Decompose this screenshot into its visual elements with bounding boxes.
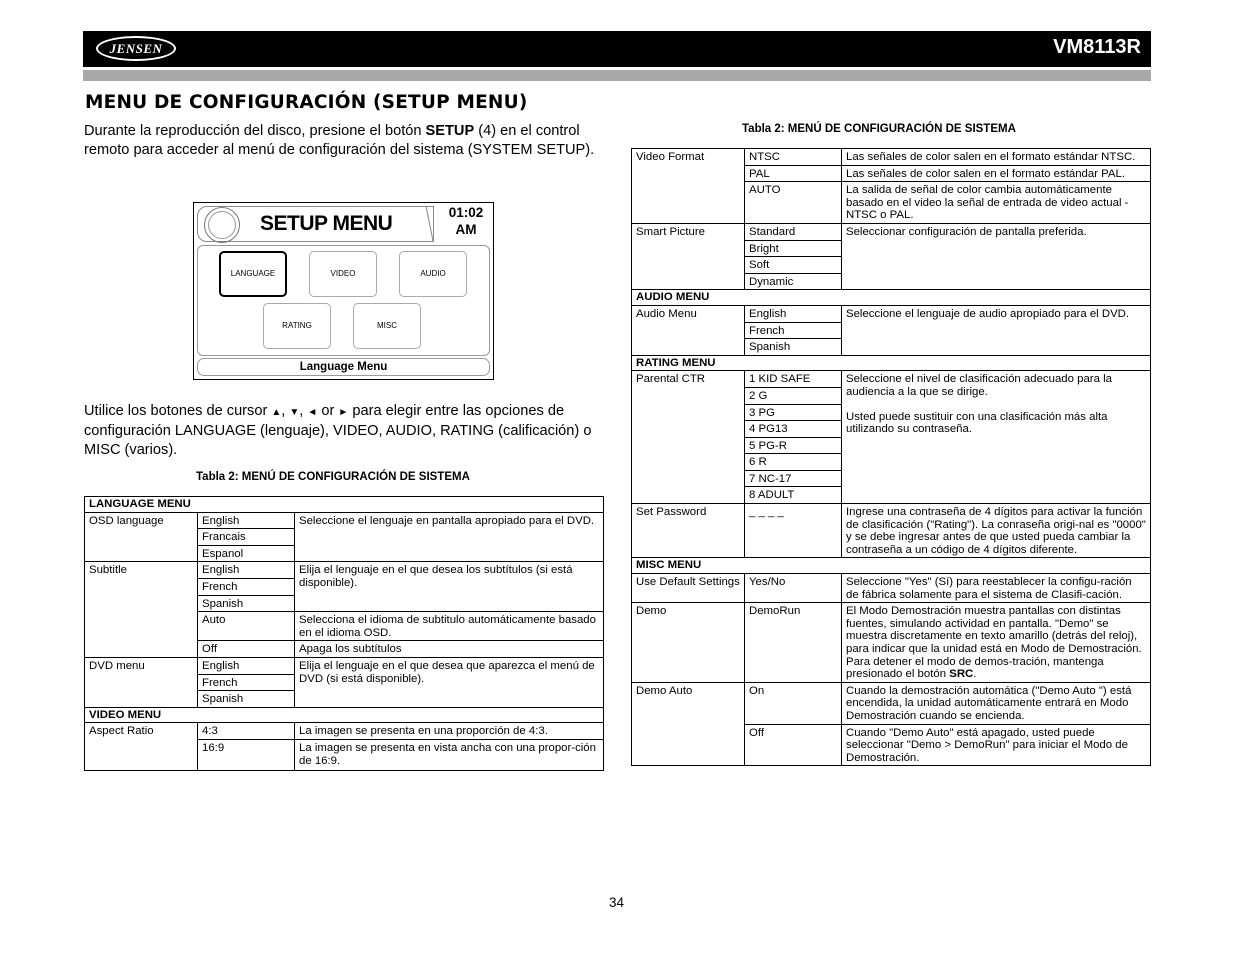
cursor-text-end: para elegir entre las opciones de configuración LANGUAGE (lenguaje), VIDEO, AUDIO, RATING (calificación) o MISC (varios).: [84, 403, 592, 458]
jensen-logo: JENSEN: [96, 36, 176, 61]
demo-auto-label: Demo Auto: [632, 682, 745, 766]
option-cell: English: [198, 562, 295, 579]
option-cell: Francais: [198, 529, 295, 546]
description-cell: Ingrese una contraseña de 4 dígitos para activar la función de clasificación ("Rating"). La conraseña origi-nal es "0000" y se debe ingresar antes de que usted pueda cambiar la contraseña a un código de 4 dígitos diferente.: [842, 504, 1151, 558]
option-cell: English: [198, 512, 295, 529]
screen-circle-inner-icon: [208, 211, 236, 239]
option-cell: French: [745, 322, 842, 339]
clock-time: 01:02: [448, 205, 484, 220]
screen-status-bar: Language Menu: [197, 358, 490, 376]
separator: ,: [299, 403, 308, 419]
screen-button-audio[interactable]: AUDIO: [399, 251, 467, 297]
intro-text: Durante la reproducción del disco, presione el botón: [84, 123, 426, 139]
description-cell: Elija el lenguaje en el que desea que aparezca el menú de DVD (si está disponible).: [295, 657, 604, 707]
subtitle-label: Subtitle: [85, 562, 198, 658]
option-cell: 8 ADULT: [745, 487, 842, 504]
section-header-misc: MISC MENU: [632, 558, 1151, 574]
setup-keyword: SETUP: [425, 123, 475, 139]
section-header-audio: AUDIO MENU: [632, 290, 1151, 306]
language-video-table: [84, 496, 604, 771]
demo-label: Demo: [632, 603, 745, 683]
option-cell: 4 PG13: [745, 421, 842, 438]
aspect-ratio-label: Aspect Ratio: [85, 723, 198, 771]
option-cell: French: [198, 674, 295, 691]
demo-desc: El Modo Demostración muestra pantallas con distintas fuentes, simulando actividad en pantalla. "Demo" se muestra discretamente en texto amarillo (detrás del reloj), para indicar que la unidad está en Modo de Demostración. Para detener el modo de demos-tración, mantenga presionado el botón: [846, 605, 1142, 681]
model-number: VM8113R: [1053, 36, 1141, 58]
screen-button-language[interactable]: LANGUAGE: [219, 251, 287, 297]
rating-desc-2: Usted puede sustituir con una clasificación más alta utilizando su contraseña.: [846, 410, 1108, 436]
intro-paragraph: [84, 122, 604, 160]
option-cell: Spanish: [745, 339, 842, 356]
screen-title: SETUP MENU: [260, 212, 393, 235]
intro-text-end: (4) en el control remoto para acceder al menú de configuración del sistema (SYSTEM SETUP).: [84, 123, 595, 158]
gray-divider-bar: [83, 70, 1151, 81]
option-cell: Off: [745, 724, 842, 766]
option-cell: Spanish: [198, 595, 295, 612]
description-cell: [842, 603, 1151, 683]
parental-ctr-label: Parental CTR: [632, 371, 745, 504]
src-keyword: SRC: [949, 668, 974, 681]
description-cell: La imagen se presenta en una proporción de 4:3.: [295, 723, 604, 740]
cursor-text: Utilice los botones de cursor: [84, 403, 272, 419]
screen-button-rating[interactable]: RATING: [263, 303, 331, 349]
description-cell: La imagen se presenta en vista ancha con una propor-ción de 16:9.: [295, 739, 604, 770]
option-cell: PAL: [745, 165, 842, 182]
page-title: MENU DE CONFIGURACIÓN (SETUP MENU): [85, 92, 528, 113]
option-cell: 3 PG: [745, 404, 842, 421]
setup-menu-screen: [193, 202, 494, 380]
rating-desc-1: Seleccione el nivel de clasificación adecuado para la audiencia a la que se dirige.: [846, 373, 1112, 398]
use-default-label: Use Default Settings: [632, 574, 745, 603]
option-cell: Dynamic: [745, 273, 842, 290]
cursor-paragraph: [84, 402, 604, 460]
header-bar: [83, 31, 1151, 67]
option-cell: Espanol: [198, 545, 295, 562]
option-cell: 1 KID SAFE: [745, 371, 842, 388]
option-cell: 6 R: [745, 454, 842, 471]
screen-button-misc[interactable]: MISC: [353, 303, 421, 349]
option-cell: 5 PG-R: [745, 437, 842, 454]
description-cell: Cuando "Demo Auto" está apagado, usted puede seleccionar "Demo > DemoRun" para iniciar el Modo de Demostración.: [842, 724, 1151, 766]
description-cell: Seleccione el lenguaje de audio apropiado para el DVD.: [842, 305, 1151, 355]
arrow-left-icon: ◄: [307, 407, 318, 418]
option-cell: 7 NC-17: [745, 470, 842, 487]
audio-menu-label: Audio Menu: [632, 305, 745, 355]
smart-picture-label: Smart Picture: [632, 223, 745, 289]
separator: ,: [281, 403, 290, 419]
table-caption-left: Tabla 2: MENÚ DE CONFIGURACIÓN DE SISTEMA: [196, 471, 470, 483]
description-cell: Selecciona el idioma de subtitulo automáticamente basado en el idioma OSD.: [295, 612, 604, 641]
demo-desc-end: .: [973, 668, 977, 681]
screen-button-video[interactable]: VIDEO: [309, 251, 377, 297]
option-cell: Standard: [745, 223, 842, 240]
option-cell: 16:9: [198, 739, 295, 770]
table-caption-right: Tabla 2: MENÚ DE CONFIGURACIÓN DE SISTEMA: [742, 123, 1016, 135]
dvd-menu-label: DVD menu: [85, 657, 198, 707]
option-cell: Yes/No: [745, 574, 842, 603]
option-cell: On: [745, 682, 842, 724]
description-cell: Las señales de color salen en el formato estándar PAL.: [842, 165, 1151, 182]
description-cell: Las señales de color salen en el formato estándar NTSC.: [842, 149, 1151, 166]
description-cell: Cuando la demostración automática ("Demo Auto ") está encendida, la unidad automáticamente entrará en Modo Demostración cuando se encienda.: [842, 682, 1151, 724]
option-cell: Bright: [745, 240, 842, 257]
video-audio-rating-misc-table: [631, 148, 1151, 766]
section-header-language: LANGUAGE MENU: [85, 497, 604, 513]
description-cell: Seleccione "Yes" (Sí) para reestablecer la configu-ración de fábrica solamente para el sistema de Clasifi-cación.: [842, 574, 1151, 603]
option-cell: French: [198, 578, 295, 595]
description-cell: Seleccionar configuración de pantalla preferida.: [842, 223, 1151, 289]
option-cell: Auto: [198, 612, 295, 641]
arrow-up-icon: ▲: [271, 407, 282, 418]
option-cell: NTSC: [745, 149, 842, 166]
description-cell: La salida de señal de color cambia automáticamente basado en el video la señal de entrada de video actual -NTSC o PAL.: [842, 182, 1151, 224]
section-header-video: VIDEO MENU: [85, 707, 604, 723]
option-cell: _ _ _ _: [745, 504, 842, 558]
option-cell: Soft: [745, 257, 842, 274]
option-cell: Spanish: [198, 691, 295, 708]
option-cell: 4:3: [198, 723, 295, 740]
description-cell: Apaga los subtítulos: [295, 641, 604, 658]
clock-ampm: AM: [455, 222, 477, 237]
option-cell: 2 G: [745, 387, 842, 404]
option-cell: AUTO: [745, 182, 842, 224]
set-password-label: Set Password: [632, 504, 745, 558]
description-cell: [842, 371, 1151, 504]
description-cell: Seleccione el lenguaje en pantalla apropiado para el DVD.: [295, 512, 604, 562]
option-cell: English: [198, 657, 295, 674]
option-cell: DemoRun: [745, 603, 842, 683]
title-bar-slant: [406, 206, 434, 242]
screen-clock: [444, 204, 488, 238]
video-format-label: Video Format: [632, 149, 745, 224]
arrow-right-icon: ►: [338, 407, 349, 418]
or-text: or: [317, 403, 339, 419]
option-cell: English: [745, 305, 842, 322]
section-header-rating: RATING MENU: [632, 355, 1151, 371]
arrow-down-icon: ▼: [289, 407, 300, 418]
option-cell: Off: [198, 641, 295, 658]
description-cell: Elija el lenguaje en el que desea los subtítulos (si está disponible).: [295, 562, 604, 612]
page-number: 34: [609, 895, 625, 910]
osd-language-label: OSD language: [85, 512, 198, 562]
